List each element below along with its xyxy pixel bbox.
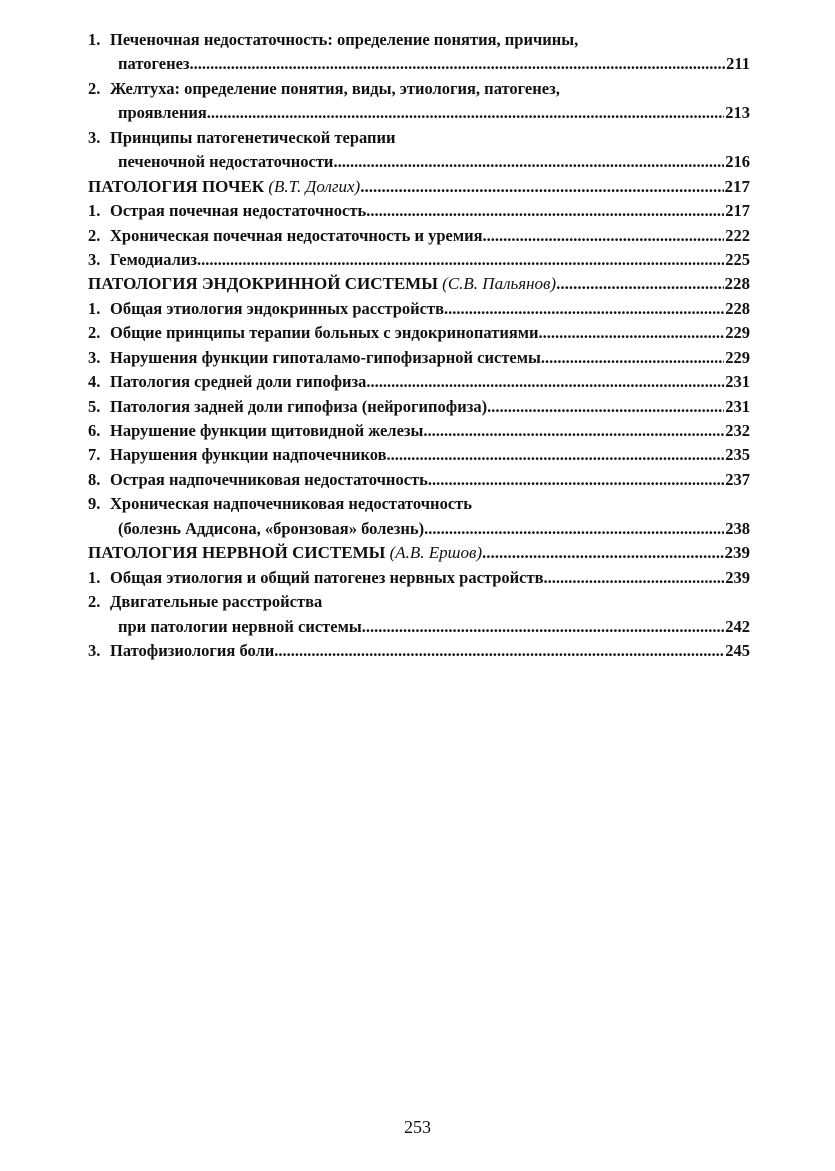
toc-entry xyxy=(88,199,750,223)
toc-entry-title: Острая надпочечниковая недостаточность xyxy=(110,469,428,489)
toc-entry xyxy=(88,224,750,248)
toc-page-number: 216 xyxy=(725,152,750,172)
toc-page-number: 222 xyxy=(725,225,750,245)
dot-leader xyxy=(360,175,723,199)
toc-entry-number: 7. xyxy=(88,445,101,465)
toc-entry xyxy=(88,28,750,52)
dot-leader xyxy=(366,370,724,394)
toc-entry-number: 1. xyxy=(88,201,101,221)
dot-leader xyxy=(197,248,724,272)
toc-page-number: 231 xyxy=(725,396,750,416)
dot-leader xyxy=(483,224,725,248)
toc-entry-title: Общая этиология и общий патогенез нервных растройств xyxy=(110,567,544,587)
dot-leader xyxy=(333,150,724,174)
toc-entry-continuation xyxy=(88,615,750,639)
toc-entry-title: Общая этиология эндокринных расстройств xyxy=(110,298,444,318)
toc-page-number: 229 xyxy=(725,323,750,343)
dot-leader xyxy=(428,468,724,492)
toc-entry xyxy=(88,443,750,467)
toc-entry xyxy=(88,639,750,663)
toc-entry-number: 3. xyxy=(88,249,101,269)
toc-entry-title: при патологии нервной системы xyxy=(118,616,362,636)
toc-page-number: 238 xyxy=(725,518,750,538)
dot-leader xyxy=(487,395,724,419)
toc-entry-title: Нарушения функции надпочечников xyxy=(110,445,387,465)
section-author: (А.В. Ершов) xyxy=(389,543,483,563)
toc-entry-continuation xyxy=(88,52,750,76)
toc-page-number: 235 xyxy=(725,445,750,465)
dot-leader xyxy=(444,297,724,321)
toc-entry xyxy=(88,419,750,443)
toc-entry xyxy=(88,468,750,492)
toc-section-heading xyxy=(88,272,750,296)
toc-section-heading xyxy=(88,541,750,565)
toc-entry-title: Нарушения функции гипоталамо-гипофизарной системы xyxy=(110,347,541,367)
dot-leader xyxy=(362,615,725,639)
toc-entry-title: Принципы патогенетической терапии xyxy=(110,127,396,147)
toc-entry xyxy=(88,346,750,370)
dot-leader xyxy=(190,52,726,76)
toc-entry xyxy=(88,126,750,150)
toc-entry-title: Желтуха: определение понятия, виды, этиология, патогенез, xyxy=(110,78,560,98)
toc-entry xyxy=(88,492,750,516)
toc-entry-number: 1. xyxy=(88,30,101,49)
toc-page-number: 211 xyxy=(726,54,750,74)
toc-entry-title: патогенез xyxy=(118,54,190,74)
toc-entry-number: 3. xyxy=(88,347,101,367)
section-title: ПАТОЛОГИЯ НЕРВНОЙ СИСТЕМЫ xyxy=(88,543,386,563)
toc-entry-number: 2. xyxy=(88,323,101,343)
toc-page-number: 229 xyxy=(725,347,750,367)
toc-entry-title: Общие принципы терапии больных с эндокринопатиями xyxy=(110,323,539,343)
toc-page-number: 237 xyxy=(725,469,750,489)
toc-page-number: 231 xyxy=(725,372,750,392)
toc-entry xyxy=(88,297,750,321)
toc-entry-title: Хроническая надпочечниковая недостаточность xyxy=(110,494,472,514)
page-number: 253 xyxy=(404,1117,431,1137)
toc-section-heading xyxy=(88,175,750,199)
dot-leader xyxy=(424,517,724,541)
toc-entry-title: Нарушение функции щитовидной железы xyxy=(110,421,424,440)
dot-leader xyxy=(482,541,723,565)
dot-leader xyxy=(541,346,724,370)
table-of-contents xyxy=(88,28,750,663)
toc-page-number: 228 xyxy=(725,298,750,318)
toc-entry-number: 4. xyxy=(88,372,101,392)
toc-entry xyxy=(88,77,750,101)
toc-page-number: 232 xyxy=(725,421,750,440)
toc-entry-title: Гемодиализ xyxy=(110,249,198,269)
toc-page-number: 239 xyxy=(725,567,750,587)
toc-entry-title: Печеночная недостаточность: определение понятия, причины, xyxy=(110,30,579,49)
toc-page-number: 228 xyxy=(724,274,750,294)
toc-entry-number: 1. xyxy=(88,567,101,587)
toc-entry xyxy=(88,321,750,345)
toc-entry-number: 2. xyxy=(88,225,101,245)
dot-leader xyxy=(366,199,724,223)
toc-entry-continuation xyxy=(88,517,750,541)
toc-entry-title: Двигательные расстройства xyxy=(110,592,323,612)
dot-leader xyxy=(539,321,725,345)
toc-entry xyxy=(88,395,750,419)
toc-page-number: 217 xyxy=(725,201,750,221)
section-author: (С.В. Пальянов) xyxy=(442,274,557,294)
toc-entry-title: проявления xyxy=(118,103,207,123)
toc-page-number: 213 xyxy=(725,103,750,123)
toc-entry-number: 2. xyxy=(88,78,101,98)
section-title: ПАТОЛОГИЯ ПОЧЕК xyxy=(88,176,265,196)
toc-page-number: 239 xyxy=(724,543,750,563)
toc-entry-title: печеночной недостаточности xyxy=(118,152,334,172)
dot-leader xyxy=(274,639,724,663)
toc-entry xyxy=(88,248,750,272)
toc-entry xyxy=(88,370,750,394)
toc-entry-continuation xyxy=(88,101,750,125)
toc-entry-title: Патофизиология боли xyxy=(110,640,275,660)
toc-entry-number: 3. xyxy=(88,127,101,147)
toc-entry-title: Патология средней доли гипофиза xyxy=(110,372,367,392)
section-title: ПАТОЛОГИЯ ЭНДОКРИННОЙ СИСТЕМЫ xyxy=(88,274,438,294)
dot-leader xyxy=(556,272,723,296)
toc-entry-number: 3. xyxy=(88,640,101,660)
toc-entry-number: 9. xyxy=(88,494,101,514)
toc-entry xyxy=(88,566,750,590)
section-author: (В.Т. Долгих) xyxy=(268,176,361,196)
toc-page-number: 217 xyxy=(724,176,750,196)
toc-entry-number: 8. xyxy=(88,469,101,489)
dot-leader xyxy=(544,566,725,590)
toc-entry-title: (болезнь Аддисона, «бронзовая» болезнь) xyxy=(118,518,425,538)
toc-entry-continuation xyxy=(88,150,750,174)
dot-leader xyxy=(387,443,725,467)
toc-entry-number: 5. xyxy=(88,396,101,416)
toc-entry xyxy=(88,590,750,614)
toc-entry-number: 2. xyxy=(88,592,101,612)
toc-entry-title: Хроническая почечная недостаточность и уремия xyxy=(110,225,483,245)
toc-page-number: 242 xyxy=(725,616,750,636)
toc-page-number: 225 xyxy=(725,249,750,269)
toc-entry-number: 1. xyxy=(88,298,101,318)
toc-page-number: 245 xyxy=(725,640,750,660)
toc-entry-title: Острая почечная недостаточность xyxy=(110,201,367,221)
toc-entry-number: 6. xyxy=(88,421,101,440)
toc-entry-title: Патология задней доли гипофиза (нейрогипофиза) xyxy=(110,396,488,416)
dot-leader xyxy=(423,419,724,443)
dot-leader xyxy=(207,101,724,125)
